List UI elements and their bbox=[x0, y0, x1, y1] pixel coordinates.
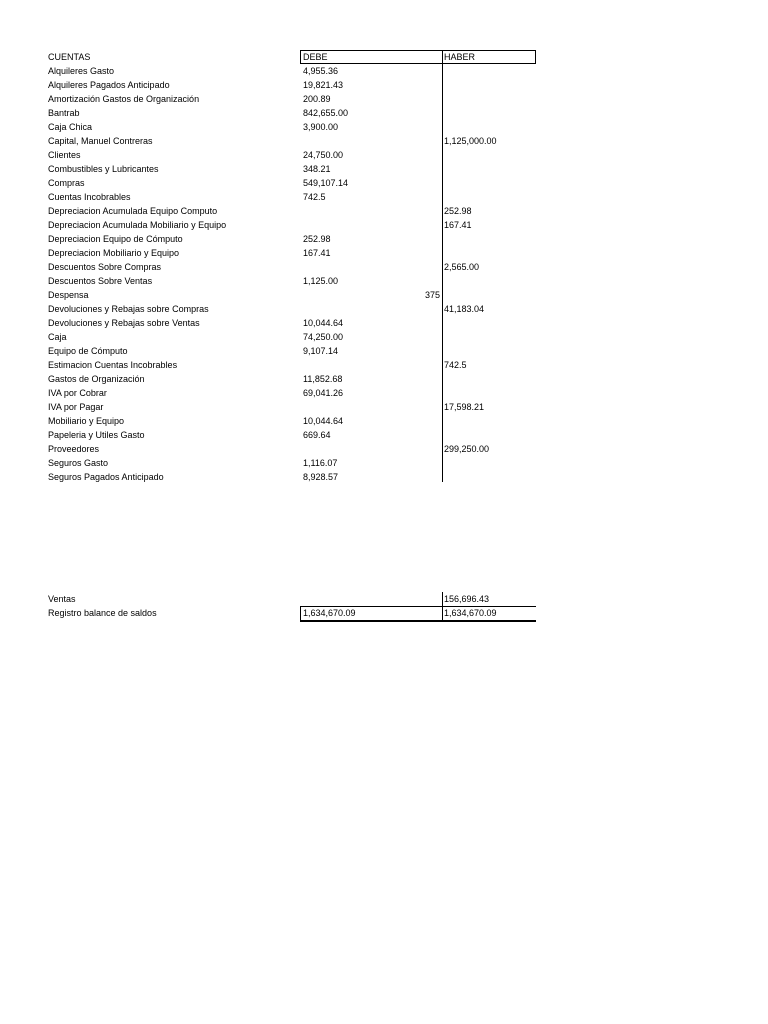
account-name: Caja Chica bbox=[48, 122, 93, 132]
account-name: Despensa bbox=[48, 290, 89, 300]
header-cuentas: CUENTAS bbox=[48, 52, 91, 62]
debe-value: 11,852.68 bbox=[303, 374, 343, 384]
debe-value: 742.5 bbox=[303, 192, 326, 202]
total-mid-border bbox=[442, 606, 443, 620]
account-name: Devoluciones y Rebajas sobre Compras bbox=[48, 304, 209, 314]
debe-value: 8,928.57 bbox=[303, 472, 339, 482]
account-name: IVA por Cobrar bbox=[48, 388, 107, 398]
account-name: Descuentos Sobre Ventas bbox=[48, 276, 153, 286]
debe-value: 1,125.00 bbox=[303, 276, 339, 286]
header-haber: HABER bbox=[444, 52, 476, 62]
haber-value: 742.5 bbox=[444, 360, 467, 370]
debe-value: 69,041.26 bbox=[303, 388, 344, 398]
account-name: Bantrab bbox=[48, 108, 80, 118]
ventas-account: Ventas bbox=[48, 594, 76, 604]
debe-value: 842,655.00 bbox=[303, 108, 349, 118]
account-name: Seguros Gasto bbox=[48, 458, 109, 468]
account-name: Descuentos Sobre Compras bbox=[48, 262, 162, 272]
haber-value: 2,565.00 bbox=[444, 262, 480, 272]
total-haber: 1,634,670.09 bbox=[444, 608, 497, 618]
account-name: Cuentas Incobrables bbox=[48, 192, 131, 202]
account-name: Gastos de Organización bbox=[48, 374, 145, 384]
debe-value: 252.98 bbox=[303, 234, 331, 244]
haber-value: 41,183.04 bbox=[444, 304, 485, 314]
account-name: Amortización Gastos de Organización bbox=[48, 94, 200, 104]
account-name: Depreciacion Equipo de Cómputo bbox=[48, 234, 183, 244]
debe-value: 549,107.14 bbox=[303, 178, 349, 188]
debe-value: 24,750.00 bbox=[303, 150, 344, 160]
debe-value: 375 bbox=[424, 290, 440, 300]
account-name: Combustibles y Lubricantes bbox=[48, 164, 159, 174]
ventas-haber: 156,696.43 bbox=[444, 594, 490, 604]
debe-value: 10,044.64 bbox=[303, 416, 344, 426]
account-name: Seguros Pagados Anticipado bbox=[48, 472, 164, 482]
haber-value: 1,125,000.00 bbox=[444, 136, 497, 146]
account-name: Depreciacion Acumulada Mobiliario y Equipo bbox=[48, 220, 227, 230]
account-name: Devoluciones y Rebajas sobre Ventas bbox=[48, 318, 200, 328]
account-name: Estimacion Cuentas Incobrables bbox=[48, 360, 178, 370]
account-name: Depreciacion Mobiliario y Equipo bbox=[48, 248, 180, 258]
account-name: Mobiliario y Equipo bbox=[48, 416, 125, 426]
debe-value: 3,900.00 bbox=[303, 122, 339, 132]
account-name: Papeleria y Utiles Gasto bbox=[48, 430, 145, 440]
total-account: Registro balance de saldos bbox=[48, 608, 157, 618]
account-name: Depreciacion Acumulada Equipo Computo bbox=[48, 206, 218, 216]
haber-value: 17,598.21 bbox=[444, 402, 485, 412]
debe-value: 4,955.36 bbox=[303, 66, 339, 76]
total-bottom-border bbox=[300, 620, 536, 622]
header-debe: DEBE bbox=[303, 52, 328, 62]
debe-value: 74,250.00 bbox=[303, 332, 344, 342]
haber-value: 252.98 bbox=[444, 206, 472, 216]
column-separator-line bbox=[442, 64, 443, 482]
account-name: Clientes bbox=[48, 150, 81, 160]
account-name: Caja bbox=[48, 332, 67, 342]
total-left-border bbox=[300, 606, 301, 620]
account-name: IVA por Pagar bbox=[48, 402, 104, 412]
ventas-separator-line bbox=[442, 592, 443, 606]
debe-value: 10,044.64 bbox=[303, 318, 344, 328]
haber-value: 299,250.00 bbox=[444, 444, 490, 454]
debe-value: 1,116.07 bbox=[303, 458, 338, 468]
debe-value: 669.64 bbox=[303, 430, 331, 440]
debe-value: 9,107.14 bbox=[303, 346, 339, 356]
account-name: Compras bbox=[48, 178, 85, 188]
account-name: Equipo de Cómputo bbox=[48, 346, 128, 356]
account-name: Capital, Manuel Contreras bbox=[48, 136, 153, 146]
account-name: Alquileres Pagados Anticipado bbox=[48, 80, 170, 90]
debe-value: 167.41 bbox=[303, 248, 331, 258]
account-name: Proveedores bbox=[48, 444, 100, 454]
account-name: Alquileres Gasto bbox=[48, 66, 115, 76]
haber-value: 167.41 bbox=[444, 220, 472, 230]
debe-value: 19,821.43 bbox=[303, 80, 344, 90]
total-debe: 1,634,670.09 bbox=[303, 608, 356, 618]
debe-value: 348.21 bbox=[303, 164, 331, 174]
debe-value: 200.89 bbox=[303, 94, 331, 104]
